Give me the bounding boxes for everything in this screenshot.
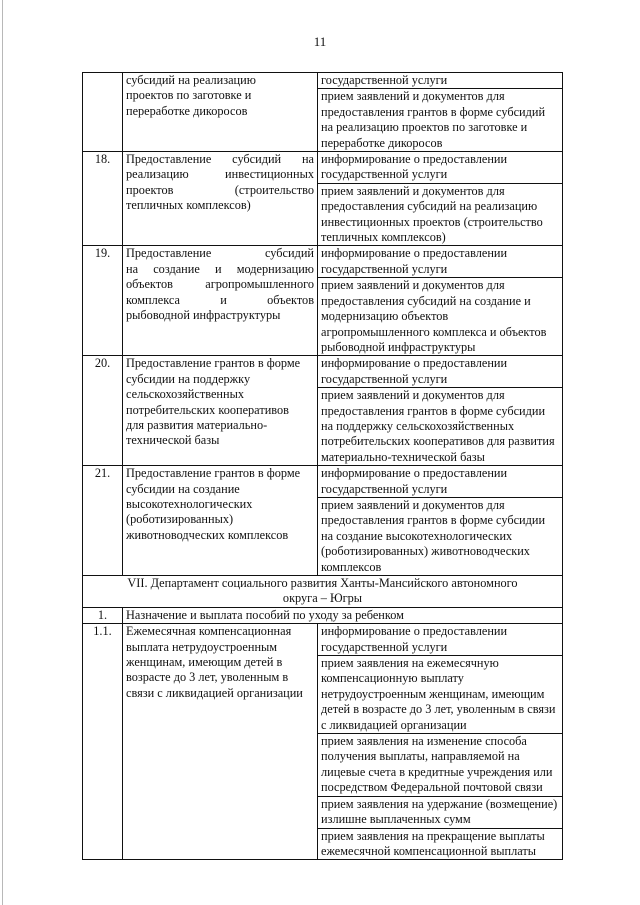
row-number: 1.1. [83, 624, 123, 860]
subservice: прием заявлений и документов для предоставления субсидий на реализацию инвестиционных проектов (строительство тепличных комплексов) [318, 183, 563, 246]
services-table [82, 72, 563, 860]
row-number: 21. [83, 466, 123, 576]
section-title: VII. Департамент социального развития Ханты-Мансийского автономного округа – Югры [83, 576, 563, 608]
table-row [83, 607, 563, 623]
subservice: информирование о предоставлении государственной услуги [318, 466, 563, 498]
service-name: Предоставление субсидий на реализацию инвестиционных проектов (строительство тепличных комплексов) [123, 152, 318, 246]
subservice: прием заявлений и документов для предоставления грантов в форме субсидии на создание высокотехнологических (роботизированных) животноводческих комплексов [318, 497, 563, 575]
service-name: Предоставление грантов в форме субсидии на создание высокотехнологических (роботизированных) животноводческих комплексов [123, 466, 318, 576]
subservice: прием заявления на прекращение выплаты ежемесячной компенсационной выплаты [318, 828, 563, 860]
row-number: 20. [83, 356, 123, 466]
subservice: информирование о предоставлении государственной услуги [318, 356, 563, 388]
table-row [83, 466, 563, 498]
table-row [83, 246, 563, 278]
table-row [83, 356, 563, 388]
subservice: прием заявлений и документов для предоставления субсидий на создание и модернизацию объектов агропромышленного комплекса и объектов рыбоводной инфраструктуры [318, 278, 563, 356]
table-row [83, 73, 563, 89]
service-group-title: Назначение и выплата пособий по уходу за ребенком [123, 607, 563, 623]
page-number: 11 [313, 34, 327, 49]
subservice: прием заявления на удержание (возмещение) излишне выплаченных сумм [318, 796, 563, 828]
row-number: 19. [83, 246, 123, 356]
row-number [83, 73, 123, 152]
subservice: информирование о предоставлении государственной услуги [318, 152, 563, 184]
subservice: государственной услуги [318, 73, 563, 89]
subservice: информирование о предоставлении государственной услуги [318, 624, 563, 656]
table-row [83, 624, 563, 656]
row-number: 1. [83, 607, 123, 623]
subservice: информирование о предоставлении государственной услуги [318, 246, 563, 278]
service-name: Предоставление субсидий на создание и модернизацию объектов агропромышленного комплекса и объектов рыбоводной инфраструктуры [123, 246, 318, 356]
subservice: прием заявлений и документов для предоставления грантов в форме субсидии на поддержку сельскохозяйственных потребительских кооперативов для развития материально-технической базы [318, 388, 563, 466]
service-name: субсидий на реализацию проектов по заготовке и переработке дикоросов [123, 73, 318, 152]
subservice: прием заявлений и документов для предоставления грантов в форме субсидий на реализацию проектов по заготовке и переработке дикоросов [318, 89, 563, 152]
service-name: Предоставление грантов в форме субсидии на поддержку сельскохозяйственных потребительских кооперативов для развития материально- технической базы [123, 356, 318, 466]
service-name: Ежемесячная компенсационная выплата нетрудоустроенным женщинам, имеющим детей в возрасте до 3 лет, уволенным в связи с ликвидацией организации [123, 624, 318, 860]
subservice: прием заявления на изменение способа получения выплаты, направляемой на лицевые счета в кредитные учреждения или посредством Федеральной почтовой связи [318, 734, 563, 797]
section-row [83, 576, 563, 608]
subservice: прием заявления на ежемесячную компенсационную выплату нетрудоустроенным женщинам, имеющим детей в возрасте до 3 лет, уволенным в связи с ликвидацией организации [318, 656, 563, 734]
scan-edge [2, 0, 3, 905]
table-row [83, 152, 563, 184]
row-number: 18. [83, 152, 123, 246]
